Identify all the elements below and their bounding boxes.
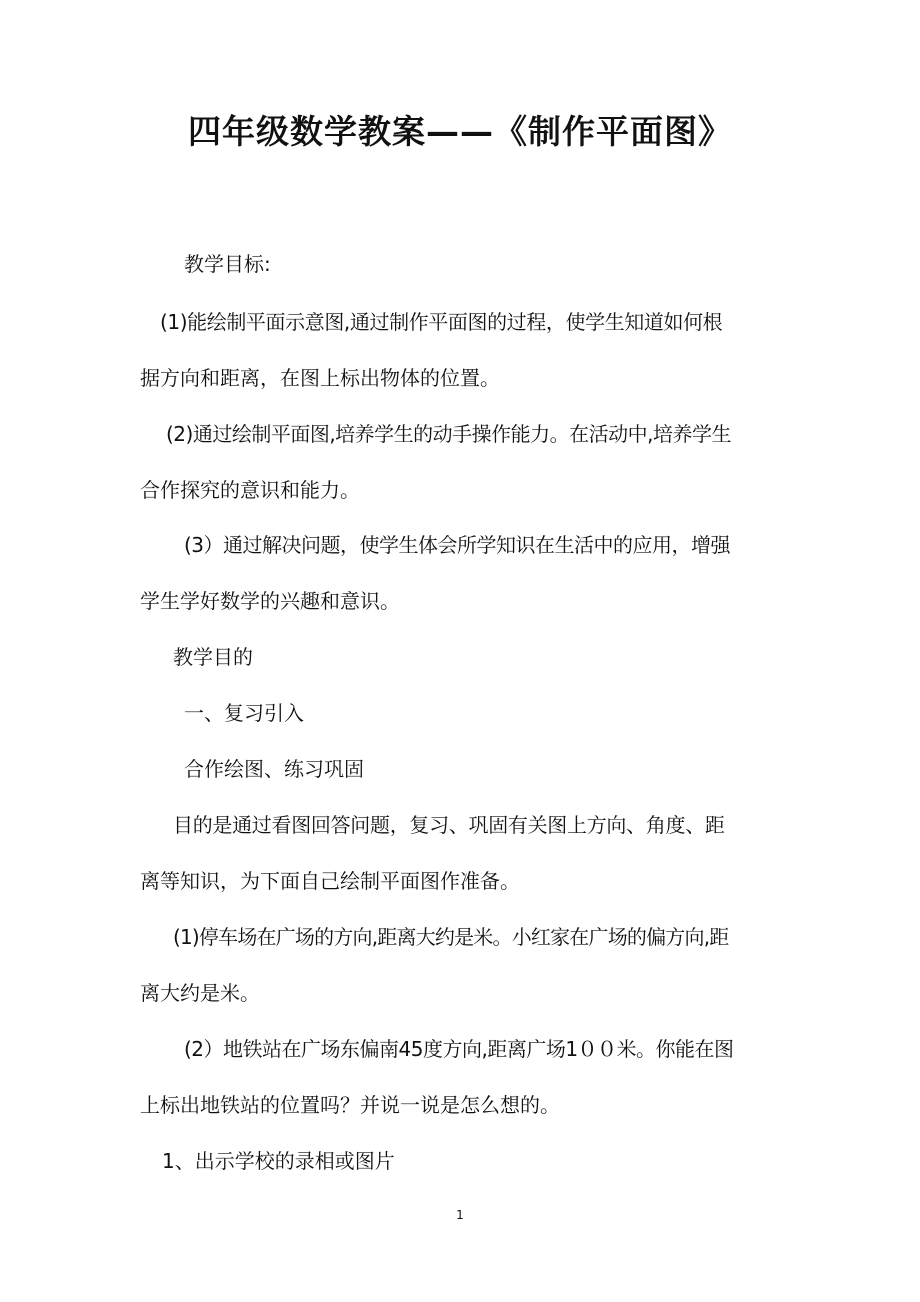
page-number: 1 [456,1208,464,1222]
text-line: (2)通过绘制平面图,培养学生的动手操作能力。在活动中,培养学生 [166,422,732,446]
text-line: (3）通过解决问题，使学生体会所学知识在生活中的应用，增强 [184,533,731,557]
text-line: 合作绘图、练习巩固 [184,757,364,781]
text-line: 教学目标: [184,252,271,276]
document-title: 四年级数学教案——《制作平面图》 [188,112,732,151]
text-line: 合作探究的意识和能力。 [140,478,360,502]
text-line: 1、出示学校的录相或图片 [162,1149,395,1173]
text-line: (2）地铁站在广场东偏南45度方向,距离广场1００米。你能在图 [184,1037,734,1061]
text-line: 学生学好数学的兴趣和意识。 [140,589,400,613]
text-line: 离等知识，为下面自己绘制平面图作准备。 [140,869,520,893]
text-line: 离大约是米。 [140,981,260,1005]
text-line: 一、复习引入 [184,701,304,725]
text-line: 上标出地铁站的位置吗？并说一说是怎么想的。 [140,1093,560,1117]
text-line: (1)停车场在广场的方向,距离大约是米。小红家在广场的偏方向,距 [173,925,729,949]
text-line: 据方向和距离，在图上标出物体的位置。 [140,366,500,390]
text-line: 目的是通过看图回答问题，复习、巩固有关图上方向、角度、距 [173,813,725,837]
text-line: (1)能绘制平面示意图,通过制作平面图的过程，使学生知道如何根 [160,310,723,334]
text-line: 教学目的 [173,645,253,669]
